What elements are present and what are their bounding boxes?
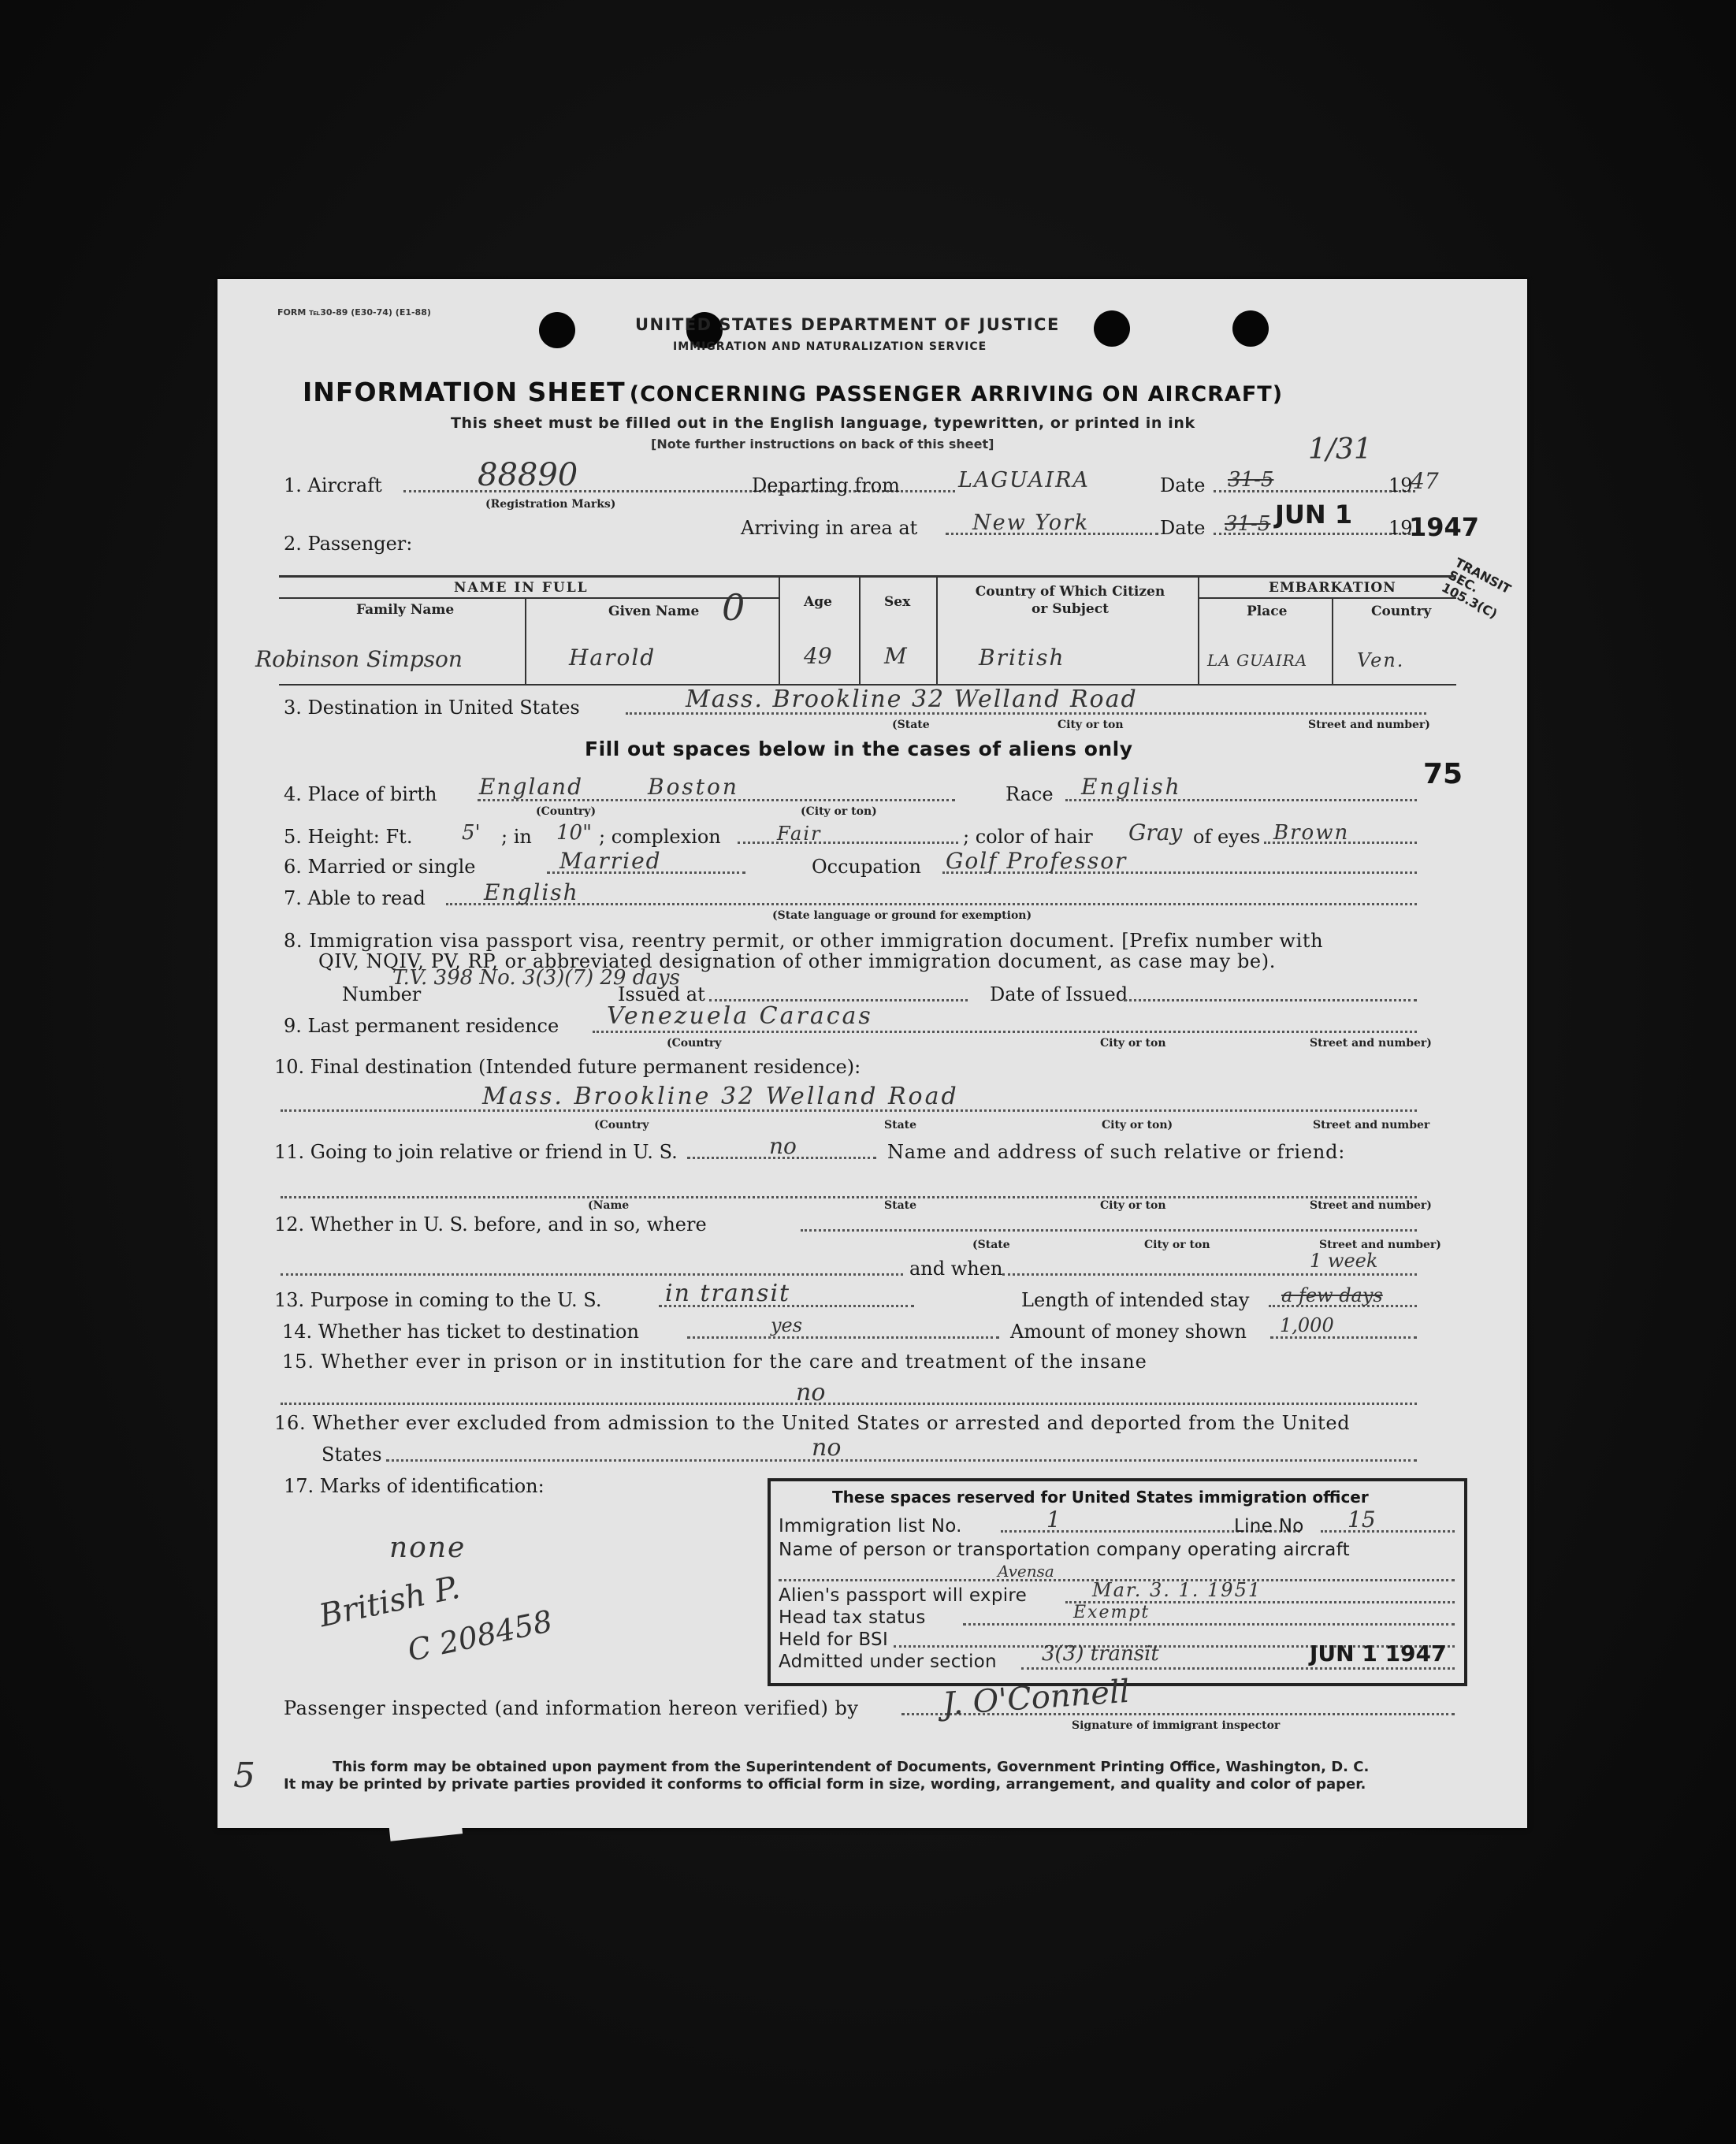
previous-when-value[interactable]: 1 week bbox=[1310, 1250, 1378, 1272]
immigration-list-label: Immigration list No. bbox=[779, 1516, 962, 1536]
birth-country-caption: (Country) bbox=[536, 805, 597, 818]
height-in-label: ; in bbox=[501, 826, 532, 848]
family-name-value[interactable]: Robinson Simpson bbox=[255, 646, 463, 672]
registration-caption: (Registration Marks) bbox=[485, 498, 616, 511]
height-label: 5. Height: Ft. bbox=[284, 826, 413, 848]
relative-name-label: Name and address of such relative or friend: bbox=[887, 1141, 1346, 1163]
document-instruction-line2: QIV, NQIV, PV, RP, or abbreviated designation of other immigration document, as case may be). bbox=[318, 950, 1276, 972]
money-value[interactable]: 1,000 bbox=[1280, 1314, 1334, 1336]
margin-fraction: 1/31 bbox=[1308, 433, 1372, 466]
last-residence-label: 9. Last permanent residence bbox=[284, 1015, 559, 1037]
relative-city-caption: City or ton bbox=[1100, 1199, 1166, 1212]
form-title-bold: INFORMATION SHEET bbox=[303, 377, 626, 407]
embark-place-value[interactable]: LA GUAIRA bbox=[1207, 651, 1308, 670]
held-bsi-label: Held for BSI bbox=[779, 1629, 889, 1650]
hair-label: ; color of hair bbox=[963, 826, 1093, 848]
embark-country-value[interactable]: Ven. bbox=[1357, 649, 1405, 671]
eyes-value[interactable]: Brown bbox=[1273, 821, 1350, 845]
arriving-value[interactable]: New York bbox=[972, 511, 1090, 535]
arriving-label: Arriving in area at bbox=[741, 517, 918, 539]
punch-hole bbox=[539, 312, 575, 348]
height-ft-value[interactable]: 5' bbox=[462, 821, 481, 845]
last-residence-value[interactable]: Venezuela Caracas bbox=[607, 1002, 873, 1030]
line-number-value[interactable]: 15 bbox=[1348, 1507, 1376, 1533]
final-destination-label: 10. Final destination (Intended future permanent residence): bbox=[274, 1056, 861, 1078]
residence-city-caption: City or ton bbox=[1100, 1037, 1166, 1050]
ticket-value[interactable]: yes bbox=[771, 1314, 803, 1336]
final-street-caption: Street and number bbox=[1313, 1119, 1430, 1131]
read-caption: (State language or ground for exemption) bbox=[772, 909, 1032, 922]
arrive-date-stamp: JUN 1 bbox=[1275, 500, 1353, 529]
relative-name-caption: (Name bbox=[588, 1199, 630, 1212]
inspector-signature-caption: Signature of immigrant inspector bbox=[1072, 1719, 1281, 1732]
passport-expire-label: Alien's passport will expire bbox=[779, 1585, 1028, 1606]
destination-street-caption: Street and number) bbox=[1308, 719, 1430, 731]
passport-expire-value[interactable]: Mar. 3. 1. 1951 bbox=[1092, 1579, 1262, 1601]
admission-date-stamp: JUN 1 1947 bbox=[1310, 1641, 1447, 1667]
excluded-label-line1: 16. Whether ever excluded from admission to the United States or arrested and deported from the United bbox=[274, 1412, 1351, 1434]
marital-value[interactable]: Married bbox=[559, 848, 662, 874]
passenger-label: 2. Passenger: bbox=[284, 533, 413, 555]
final-destination-value[interactable]: Mass. Brookline 32 Welland Road bbox=[482, 1083, 959, 1110]
passport-note-line2: C 208458 bbox=[404, 1603, 556, 1668]
aircraft-company-value[interactable]: Avensa bbox=[998, 1562, 1054, 1581]
money-label: Amount of money shown bbox=[1010, 1321, 1247, 1343]
date-issued-label: Date of Issued bbox=[990, 983, 1128, 1005]
passport-note-line1: British P. bbox=[316, 1569, 463, 1635]
identification-marks-label: 17. Marks of identification: bbox=[284, 1475, 545, 1497]
race-label: Race bbox=[1006, 783, 1054, 805]
arrive-year-prefix: 19 bbox=[1388, 517, 1413, 539]
eyes-label: of eyes bbox=[1193, 826, 1261, 848]
information-sheet-form bbox=[217, 279, 1527, 1828]
destination-state-caption: (State bbox=[892, 719, 930, 731]
footer-line-2: It may be printed by private parties provided it conforms to official form in size, wording, arrangement, and quality and color of paper. bbox=[284, 1776, 1366, 1793]
prison-label: 15. Whether ever in prison or in institution for the care and treatment of the insane bbox=[282, 1351, 1147, 1373]
excluded-label-line2: States bbox=[322, 1444, 382, 1466]
family-name-header: Family Name bbox=[356, 602, 455, 618]
given-name-value[interactable]: Harold bbox=[569, 645, 656, 671]
page-number: 75 bbox=[1423, 758, 1463, 790]
form-number: FORM ℡30-89 (E30-74) (E1-88) bbox=[277, 307, 431, 318]
embark-place-header: Place bbox=[1247, 604, 1288, 619]
depart-year-value[interactable]: 47 bbox=[1411, 468, 1439, 494]
inspector-signature: J. O'Connell bbox=[941, 1673, 1131, 1723]
aircraft-value[interactable]: 88890 bbox=[478, 457, 578, 493]
previous-city-caption: City or ton bbox=[1144, 1239, 1210, 1251]
form-title-rest: (CONCERNING PASSENGER ARRIVING ON AIRCRAFT) bbox=[629, 382, 1284, 407]
immigration-list-value[interactable]: 1 bbox=[1046, 1507, 1061, 1533]
race-value[interactable]: English bbox=[1081, 774, 1182, 800]
arrive-year-value[interactable]: 1947 bbox=[1409, 512, 1480, 542]
footer-line-1: This form may be obtained upon payment from the Superintendent of Documents, Government Printing Office, Washington, D. C. bbox=[333, 1759, 1370, 1775]
destination-label: 3. Destination in United States bbox=[284, 697, 580, 719]
previous-visit-label: 12. Whether in U. S. before, and in so, where bbox=[274, 1213, 707, 1235]
read-label: 7. Able to read bbox=[284, 887, 426, 909]
birth-city-caption: (City or ton) bbox=[801, 805, 877, 818]
hair-value[interactable]: Gray bbox=[1128, 819, 1183, 845]
given-name-header: Given Name bbox=[608, 604, 700, 619]
admitted-section-value[interactable]: 3(3) transit bbox=[1042, 1642, 1159, 1666]
arrive-date-label: Date bbox=[1160, 517, 1206, 539]
final-state-caption: State bbox=[884, 1119, 917, 1131]
relative-street-caption: Street and number) bbox=[1310, 1199, 1432, 1212]
document-number-value[interactable]: T.V. 398 No. 3(3)(7) 29 days bbox=[392, 966, 680, 990]
residence-street-caption: Street and number) bbox=[1310, 1037, 1432, 1050]
stay-label: Length of intended stay bbox=[1021, 1289, 1250, 1311]
departing-label: Departing from bbox=[752, 474, 900, 496]
head-tax-value[interactable]: Exempt bbox=[1073, 1603, 1151, 1622]
form-instruction: This sheet must be filled out in the English language, typewritten, or printed in ink bbox=[451, 414, 1195, 432]
birth-country-value[interactable]: England bbox=[479, 774, 584, 800]
officer-box-title: These spaces reserved for United States immigration officer bbox=[832, 1488, 1369, 1507]
document-number-label: Number bbox=[342, 983, 422, 1005]
stay-value[interactable]: a few days bbox=[1281, 1284, 1383, 1306]
depart-date-value[interactable]: 31-5 bbox=[1228, 468, 1274, 492]
previous-state-caption: (State bbox=[972, 1239, 1010, 1251]
prison-value[interactable]: no bbox=[796, 1379, 826, 1406]
footer-margin-mark: 5 bbox=[233, 1756, 255, 1796]
marital-label: 6. Married or single bbox=[284, 856, 476, 878]
final-city-caption: City or ton) bbox=[1102, 1119, 1173, 1131]
birth-city-value[interactable]: Boston bbox=[648, 774, 739, 800]
circle-mark: 0 bbox=[722, 586, 745, 629]
form-title bbox=[303, 377, 1283, 407]
agency-name: UNITED STATES DEPARTMENT OF JUSTICE bbox=[635, 315, 1060, 334]
purpose-value[interactable]: in transit bbox=[665, 1280, 791, 1307]
embark-country-header: Country bbox=[1371, 604, 1432, 619]
citizen-value[interactable]: British bbox=[979, 645, 1065, 671]
occupation-value[interactable]: Golf Professor bbox=[946, 848, 1128, 874]
embarkation-header: EMBARKATION bbox=[1269, 580, 1396, 596]
sex-value[interactable]: M bbox=[884, 643, 907, 669]
destination-value[interactable]: Mass. Brookline 32 Welland Road bbox=[686, 686, 1138, 713]
read-value[interactable]: English bbox=[484, 879, 579, 905]
height-in-value[interactable]: 10" bbox=[556, 821, 593, 845]
service-name: IMMIGRATION AND NATURALIZATION SERVICE bbox=[673, 340, 987, 353]
admitted-section-label: Admitted under section bbox=[779, 1652, 997, 1672]
ticket-label: 14. Whether has ticket to destination bbox=[282, 1321, 639, 1343]
sex-header: Sex bbox=[884, 594, 911, 610]
document-instruction-line1: 8. Immigration visa passport visa, reentry permit, or other immigration document. [Prefix number with bbox=[284, 930, 1324, 952]
age-value[interactable]: 49 bbox=[804, 643, 832, 669]
issued-at-label: Issued at bbox=[618, 983, 705, 1005]
complexion-value[interactable]: Fair bbox=[777, 823, 822, 845]
final-country-caption: (Country bbox=[594, 1119, 649, 1131]
excluded-value[interactable]: no bbox=[812, 1434, 842, 1462]
purpose-label: 13. Purpose in coming to the U. S. bbox=[274, 1289, 602, 1311]
punch-hole bbox=[1232, 310, 1269, 347]
departing-value[interactable]: LAGUAIRA bbox=[958, 468, 1090, 492]
occupation-label: Occupation bbox=[812, 856, 921, 878]
join-relative-label: 11. Going to join relative or friend in U. S. bbox=[274, 1141, 678, 1163]
transit-stamp: TRANSIT SEC. 105.3(C) bbox=[1439, 555, 1514, 622]
head-tax-label: Head tax status bbox=[779, 1607, 926, 1628]
previous-street-caption: Street and number) bbox=[1319, 1239, 1441, 1251]
identification-marks-value[interactable]: none bbox=[389, 1532, 467, 1564]
depart-date-label: Date bbox=[1160, 474, 1206, 496]
aircraft-label: 1. Aircraft bbox=[284, 474, 382, 496]
citizen-header: Country of Which Citizen or Subject bbox=[975, 584, 1165, 617]
previous-when-label: and when bbox=[909, 1258, 1003, 1280]
arrive-date-value[interactable]: 31-5 bbox=[1225, 512, 1271, 536]
residence-country-caption: (Country bbox=[667, 1037, 722, 1050]
depart-year-prefix: 19 bbox=[1388, 474, 1413, 496]
inspected-by-label: Passenger inspected (and information hereon verified) by bbox=[284, 1697, 859, 1719]
punch-hole bbox=[1094, 310, 1130, 347]
aircraft-company-label: Name of person or transportation company operating aircraft bbox=[779, 1540, 1350, 1560]
form-note: [Note further instructions on back of this sheet] bbox=[651, 437, 994, 451]
aliens-only-heading: Fill out spaces below in the cases of aliens only bbox=[585, 738, 1133, 760]
name-in-full-header: NAME IN FULL bbox=[454, 580, 589, 596]
join-relative-value[interactable]: no bbox=[769, 1133, 797, 1159]
age-header: Age bbox=[804, 594, 832, 610]
birthplace-label: 4. Place of birth bbox=[284, 783, 437, 805]
relative-state-caption: State bbox=[884, 1199, 917, 1212]
destination-city-caption: City or ton bbox=[1058, 719, 1124, 731]
line-number-label: Line No bbox=[1234, 1516, 1304, 1536]
complexion-label: ; complexion bbox=[599, 826, 721, 848]
